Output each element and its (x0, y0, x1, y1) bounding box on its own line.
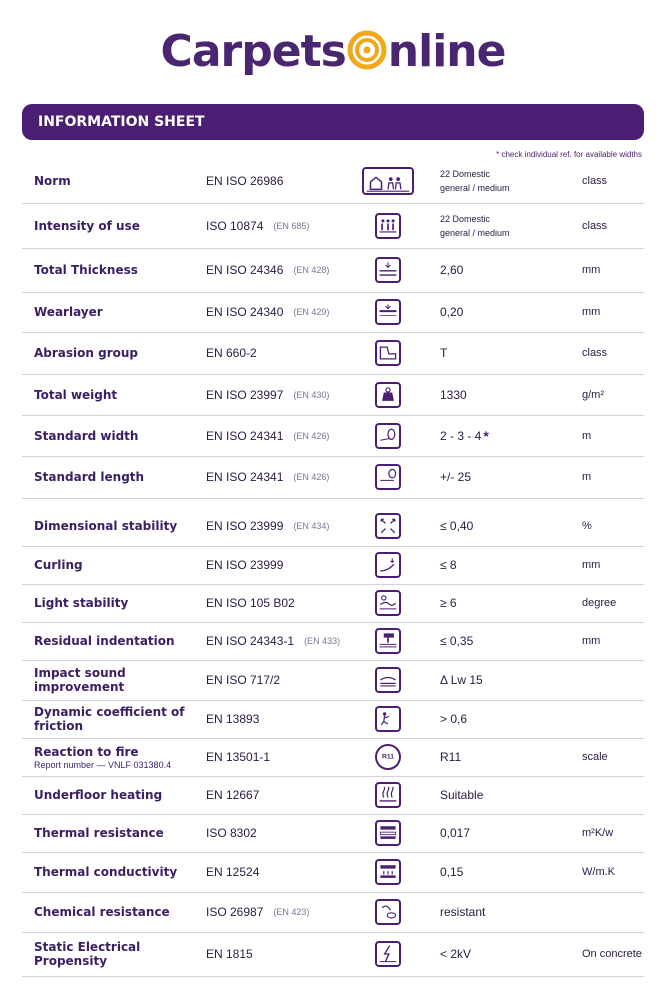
spiral-o-icon (347, 30, 387, 70)
dimensional-stability-icon (375, 513, 401, 539)
spec-row (22, 415, 644, 457)
spec-value: 0,017 (440, 826, 471, 840)
spec-unit: class (582, 347, 608, 359)
spec-standard: EN ISO 24341 (206, 428, 284, 443)
spec-value: ≤ 0,35 (440, 634, 474, 648)
chemical-resistance-icon (375, 899, 401, 925)
spec-standard-alt: (EN 434) (293, 520, 330, 531)
spec-standard: ISO 8302 (206, 826, 257, 840)
thermal-resistance-icon (375, 820, 401, 846)
spec-name: Light stability (34, 596, 129, 610)
friction-icon (375, 706, 401, 732)
spec-row (22, 332, 644, 375)
spec-name: Intensity of use (34, 218, 140, 233)
spec-standard: ISO 26987 (206, 905, 264, 919)
spec-unit: degree (582, 597, 617, 609)
spec-value-line2: general / medium (440, 182, 510, 193)
spec-value: ≥ 6 (440, 596, 457, 610)
spec-standard: EN ISO 105 B02 (206, 596, 295, 610)
spec-unit: scale (582, 751, 608, 763)
brand-name-part1: Carpets (160, 26, 346, 77)
spec-value: 0,15 (440, 865, 464, 879)
spec-standard-alt: (EN 430) (293, 389, 330, 400)
spec-value: < 2kV (440, 947, 472, 961)
spec-row (22, 505, 644, 547)
indentation-icon (375, 628, 401, 654)
spec-name: Total Thickness (34, 263, 138, 277)
spec-row (22, 203, 644, 249)
abrasion-icon (375, 340, 401, 366)
spec-row (22, 776, 644, 815)
spec-value: ≤ 8 (440, 558, 457, 572)
spec-standard: EN 12667 (206, 788, 260, 802)
static-electricity-icon (375, 941, 401, 967)
spec-standard: EN 1815 (206, 947, 253, 961)
spec-subtext: Report number — VNLF 031380.4 (34, 759, 172, 770)
spec-standard-alt: (EN 423) (273, 907, 310, 917)
spec-name: Abrasion group (34, 346, 138, 360)
spec-value-line1: 22 Domestic (440, 213, 491, 224)
width-footnote: * check individual ref. for available widths (496, 150, 642, 159)
spec-value: > 0,6 (440, 712, 468, 726)
spec-row (22, 374, 644, 416)
weight-icon (375, 382, 401, 408)
spec-name: Reaction to fire (34, 744, 139, 759)
spec-row (22, 700, 644, 739)
spec-value: T (440, 346, 448, 360)
spec-name: Dimensional stability (34, 518, 178, 533)
thermal-conductivity-icon (375, 859, 401, 885)
spec-value: Suitable (440, 788, 484, 802)
roll-width-icon (375, 423, 401, 449)
spec-unit: On concrete (582, 948, 642, 960)
spec-name: Total weight (34, 387, 118, 402)
spec-standard-alt: (EN 426) (293, 430, 330, 441)
spec-name: Thermal resistance (34, 826, 164, 840)
spec-row (22, 546, 644, 585)
spec-value: ≤ 0,40 (440, 518, 474, 533)
spec-standard: EN ISO 26986 (206, 173, 284, 188)
spec-standard: EN 12524 (206, 865, 260, 879)
roll-length-icon (375, 464, 401, 490)
spec-row (22, 852, 644, 893)
spec-name: Curling (34, 558, 83, 572)
spec-value: Δ Lw 15 (440, 673, 483, 687)
spec-standard: EN 13501-1 (206, 750, 271, 764)
spec-name: Chemical resistance (34, 905, 170, 919)
spec-name: Norm (34, 173, 71, 188)
spec-standard: EN ISO 717/2 (206, 673, 281, 687)
spec-value: 1330 (440, 387, 467, 402)
information-sheet-banner: INFORMATION SHEET (22, 104, 644, 140)
spec-unit: m (582, 429, 592, 442)
spec-row (22, 814, 644, 853)
spec-standard-alt: (EN 428) (293, 265, 330, 275)
spec-unit: mm (582, 559, 601, 571)
spec-row (22, 622, 644, 661)
spec-row (22, 292, 644, 333)
spec-value-line1: 22 Domestic (440, 168, 491, 179)
spec-name: Impact sound improvement (34, 666, 126, 694)
spec-row (22, 892, 644, 933)
spec-name: Standard length (34, 470, 145, 484)
spec-unit: class (582, 174, 608, 187)
spec-standard: ISO 10874 (206, 218, 264, 233)
light-stability-icon (375, 590, 401, 616)
curling-icon (375, 552, 401, 578)
spec-row (22, 584, 644, 623)
fire-rating-icon (375, 744, 401, 770)
spec-name: Underfloor heating (34, 788, 163, 802)
thickness-icon (375, 257, 401, 283)
brand-logo (0, 26, 666, 77)
spec-name: Wearlayer (34, 305, 103, 319)
spec-row (22, 738, 644, 777)
spec-name: Dynamic coefficient of friction (34, 705, 185, 733)
spec-value: +/- 25 (440, 470, 472, 484)
spec-name: Residual indentation (34, 634, 175, 648)
spec-unit: g/m² (582, 388, 604, 401)
spec-unit: m²K/w (582, 827, 614, 839)
spec-standard-alt: (EN 685) (273, 220, 310, 231)
spec-row (22, 932, 644, 977)
spec-standard: EN ISO 24346 (206, 263, 284, 277)
spec-standard: EN ISO 24343-1 (206, 634, 295, 648)
spec-standard: EN ISO 24340 (206, 305, 284, 319)
spec-unit: m (582, 471, 592, 483)
spec-unit: % (582, 519, 592, 532)
spec-row (22, 660, 644, 701)
spec-name: Thermal conductivity (34, 865, 178, 879)
spec-value: R11 (440, 750, 462, 764)
spec-value: resistant (440, 905, 486, 919)
spec-unit: W/m.K (582, 866, 615, 878)
width-footnote-star: * (483, 427, 489, 444)
spec-unit: mm (582, 264, 601, 276)
spec-standard: EN ISO 23997 (206, 387, 284, 402)
spec-row (22, 456, 644, 499)
spec-standard-alt: (EN 426) (293, 472, 330, 482)
spec-value: 2 - 3 - 4 (440, 428, 482, 443)
spec-value-line2: general / medium (440, 227, 510, 238)
spec-unit: class (582, 219, 608, 232)
spec-row (22, 158, 644, 204)
brand-name-part2: nline (387, 26, 506, 77)
house-family-icon (362, 167, 414, 195)
spec-standard-alt: (EN 433) (304, 636, 341, 646)
spec-name: Standard width (34, 428, 139, 443)
spec-standard: EN 13893 (206, 712, 260, 726)
svg-text:R11: R11 (381, 753, 395, 761)
spec-standard: EN ISO 23999 (206, 518, 284, 533)
spec-standard-alt: (EN 429) (293, 307, 330, 317)
impact-sound-icon (375, 667, 401, 693)
people-usage-icon (375, 213, 401, 239)
underfloor-heating-icon (375, 782, 401, 808)
spec-value: 0,20 (440, 305, 464, 319)
spec-standard: EN ISO 23999 (206, 558, 284, 572)
spec-unit: mm (582, 306, 601, 318)
spec-name: Static Electrical Propensity (34, 940, 141, 968)
spec-value: 2,60 (440, 263, 464, 277)
spec-standard: EN ISO 24341 (206, 470, 284, 484)
spec-unit: mm (582, 635, 601, 647)
spec-standard: EN 660-2 (206, 346, 257, 360)
spec-row (22, 248, 644, 293)
wearlayer-icon (375, 299, 401, 325)
